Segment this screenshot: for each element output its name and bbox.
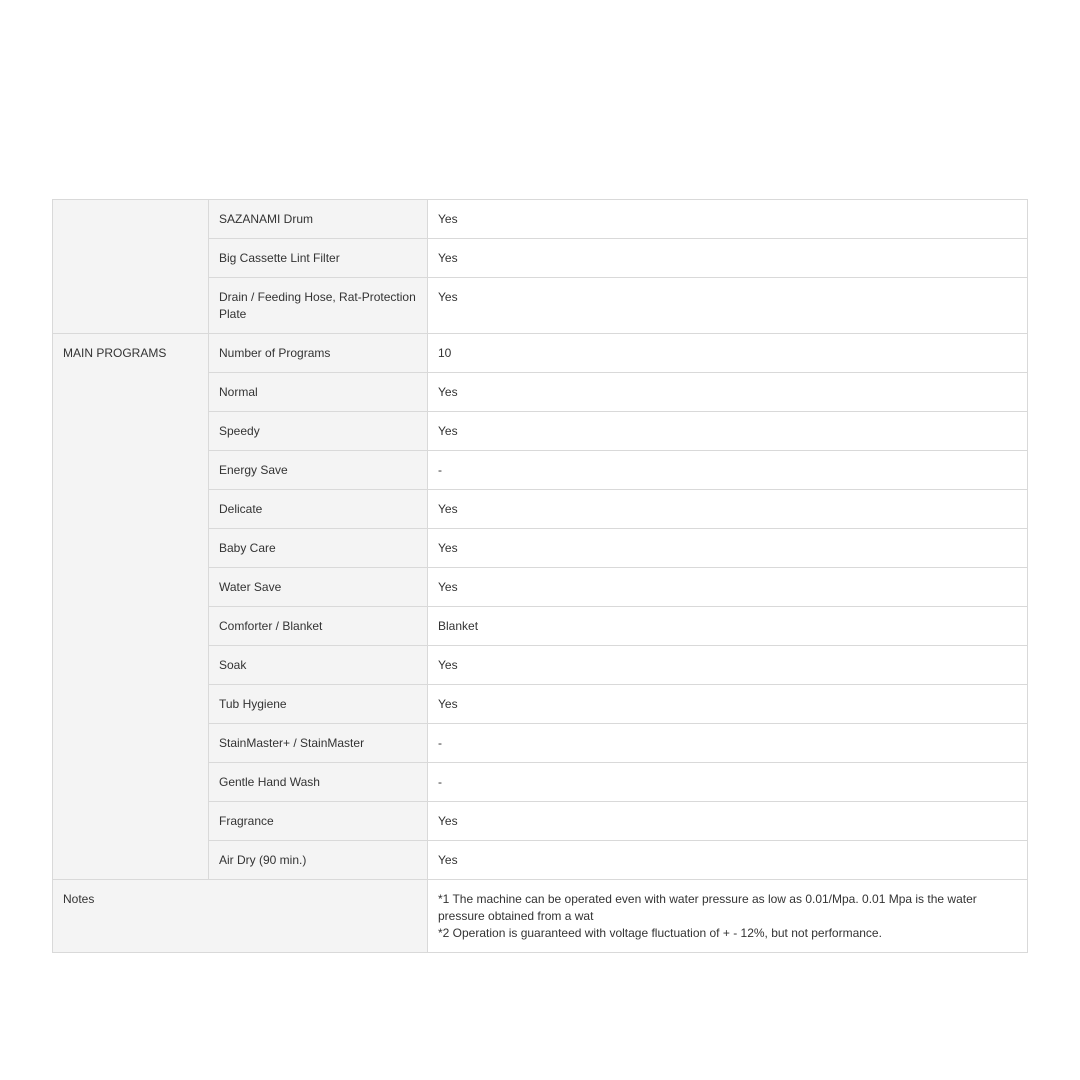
notes-value xyxy=(428,880,1028,953)
spec-table xyxy=(52,199,1028,953)
spec-label: Gentle Hand Wash xyxy=(209,763,428,802)
note-line: *1 The machine can be operated even with water pressure as low as 0.01/Mpa. 0.01 Mpa is the water pressure obtained from a wat xyxy=(438,892,977,923)
spec-value: - xyxy=(428,724,1028,763)
spec-value: Blanket xyxy=(428,607,1028,646)
spec-value: Yes xyxy=(428,841,1028,880)
spec-label: Energy Save xyxy=(209,451,428,490)
spec-value: Yes xyxy=(428,685,1028,724)
spec-value: Yes xyxy=(428,278,1028,334)
spec-label: Baby Care xyxy=(209,529,428,568)
spec-label: Tub Hygiene xyxy=(209,685,428,724)
spec-value: Yes xyxy=(428,412,1028,451)
table-row xyxy=(53,200,1028,239)
spec-value: Yes xyxy=(428,239,1028,278)
spec-label: Number of Programs xyxy=(209,334,428,373)
spec-label: StainMaster+ / StainMaster xyxy=(209,724,428,763)
spec-label: Air Dry (90 min.) xyxy=(209,841,428,880)
notes-label: Notes xyxy=(53,880,428,953)
spec-label: Fragrance xyxy=(209,802,428,841)
spec-value: Yes xyxy=(428,529,1028,568)
spec-label: Water Save xyxy=(209,568,428,607)
spec-value: - xyxy=(428,451,1028,490)
spec-value: Yes xyxy=(428,200,1028,239)
spec-label: Delicate xyxy=(209,490,428,529)
spec-value: Yes xyxy=(428,646,1028,685)
spec-label: Speedy xyxy=(209,412,428,451)
spec-value: Yes xyxy=(428,568,1028,607)
spec-value: - xyxy=(428,763,1028,802)
spec-value: Yes xyxy=(428,802,1028,841)
spec-label: SAZANAMI Drum xyxy=(209,200,428,239)
spec-value: 10 xyxy=(428,334,1028,373)
spec-label: Normal xyxy=(209,373,428,412)
table-row-notes xyxy=(53,880,1028,953)
spec-value: Yes xyxy=(428,373,1028,412)
group-label-top xyxy=(53,200,209,334)
table-row xyxy=(53,334,1028,373)
spec-label: Drain / Feeding Hose, Rat-Protection Plate xyxy=(209,278,428,334)
spec-label: Comforter / Blanket xyxy=(209,607,428,646)
spec-label: Soak xyxy=(209,646,428,685)
note-line: *2 Operation is guaranteed with voltage fluctuation of + - 12%, but not performance. xyxy=(438,926,882,940)
group-label-main-programs: MAIN PROGRAMS xyxy=(53,334,209,880)
spec-value: Yes xyxy=(428,490,1028,529)
spec-label: Big Cassette Lint Filter xyxy=(209,239,428,278)
